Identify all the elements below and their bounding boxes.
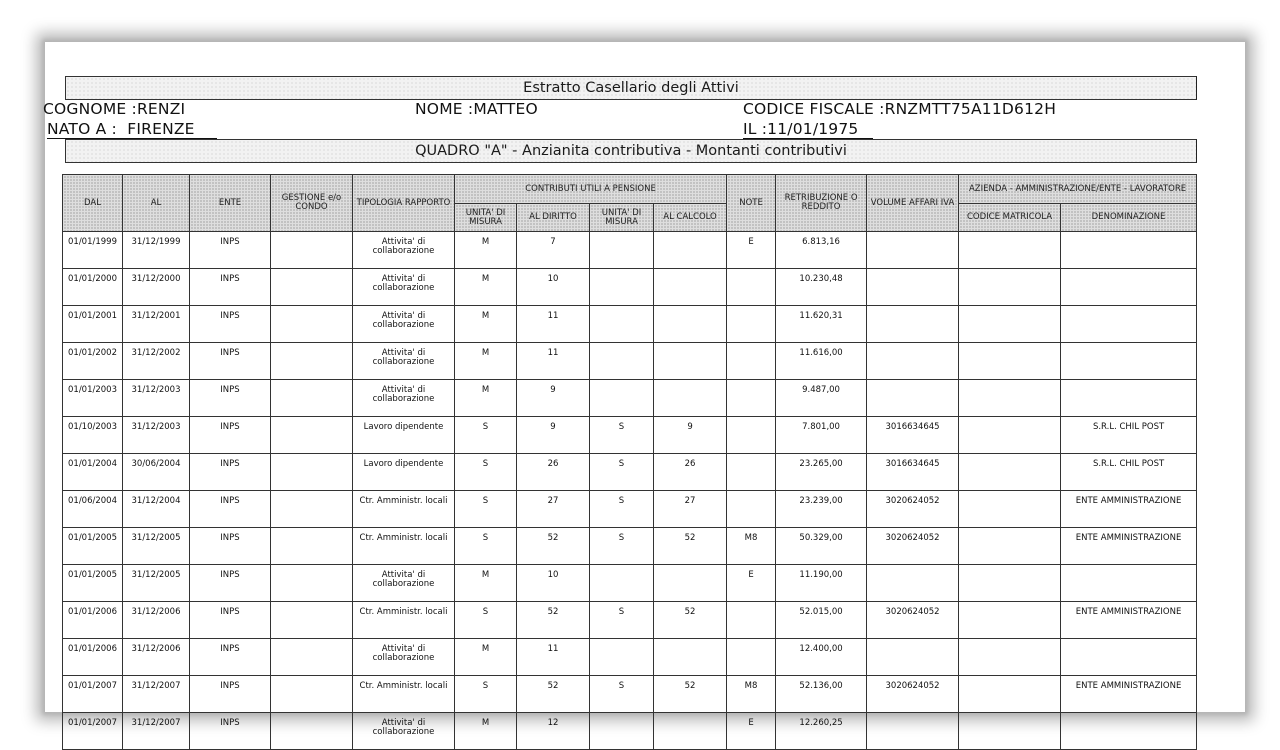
cell-gestione	[271, 639, 353, 676]
cell-unita-misura-2: S	[590, 454, 654, 491]
cell-volume: 3020624052	[867, 491, 959, 528]
cell-retribuzione: 11.620,31	[776, 306, 867, 343]
cell-unita-misura: M	[455, 269, 517, 306]
cell-unita-misura: S	[455, 491, 517, 528]
cell-al-diritto: 12	[517, 713, 590, 750]
cell-unita-misura: M	[455, 639, 517, 676]
cell-ente: INPS	[190, 380, 271, 417]
cell-tipologia: Attivita' di collaborazione	[353, 380, 455, 417]
cell-al-calcolo	[654, 232, 727, 269]
cell-al-calcolo	[654, 713, 727, 750]
cell-dal: 01/01/2005	[63, 565, 123, 602]
cell-note	[727, 343, 776, 380]
header-al: AL	[123, 175, 190, 232]
cell-ente: INPS	[190, 417, 271, 454]
cell-codice-matricola	[959, 232, 1061, 269]
cell-unita-misura: M	[455, 380, 517, 417]
cell-unita-misura-2	[590, 713, 654, 750]
cell-ente: INPS	[190, 454, 271, 491]
cell-dal: 01/01/1999	[63, 232, 123, 269]
cell-dal: 01/01/2004	[63, 454, 123, 491]
nato-a-label: NATO A :	[47, 120, 117, 138]
cell-volume	[867, 343, 959, 380]
codice-fiscale-value: RNZMTT75A11D612H	[884, 100, 1057, 118]
cell-al-diritto: 52	[517, 676, 590, 713]
cell-al-calcolo	[654, 639, 727, 676]
table-row	[63, 565, 1197, 602]
cell-gestione	[271, 232, 353, 269]
table-row	[63, 713, 1197, 750]
cell-volume	[867, 639, 959, 676]
cell-al-diritto: 27	[517, 491, 590, 528]
cell-gestione	[271, 491, 353, 528]
cell-note: M8	[727, 676, 776, 713]
cell-dal: 01/01/2007	[63, 713, 123, 750]
table-row	[63, 602, 1197, 639]
cell-al-calcolo	[654, 380, 727, 417]
header-contributi: CONTRIBUTI UTILI A PENSIONE	[455, 175, 727, 204]
cell-ente: INPS	[190, 269, 271, 306]
cell-note	[727, 491, 776, 528]
cell-ente: INPS	[190, 491, 271, 528]
cell-volume	[867, 306, 959, 343]
cell-al-diritto: 11	[517, 343, 590, 380]
cell-codice-matricola	[959, 269, 1061, 306]
cell-tipologia: Attivita' di collaborazione	[353, 306, 455, 343]
cell-dal: 01/01/2006	[63, 602, 123, 639]
cell-dal: 01/01/2000	[63, 269, 123, 306]
cell-unita-misura-2	[590, 343, 654, 380]
nome-field	[415, 100, 538, 118]
cell-volume: 3020624052	[867, 528, 959, 565]
cell-note	[727, 417, 776, 454]
cell-denominazione: S.R.L. CHIL POST	[1061, 417, 1197, 454]
cell-tipologia: Ctr. Amministr. locali	[353, 676, 455, 713]
cell-al-diritto: 10	[517, 565, 590, 602]
cell-dal: 01/01/2006	[63, 639, 123, 676]
cell-ente: INPS	[190, 343, 271, 380]
cell-gestione	[271, 565, 353, 602]
cell-al: 31/12/1999	[123, 232, 190, 269]
cell-unita-misura: S	[455, 676, 517, 713]
cell-retribuzione: 50.329,00	[776, 528, 867, 565]
cell-retribuzione: 6.813,16	[776, 232, 867, 269]
cell-al-diritto: 11	[517, 306, 590, 343]
cell-codice-matricola	[959, 380, 1061, 417]
cell-tipologia: Lavoro dipendente	[353, 454, 455, 491]
cell-al-diritto: 9	[517, 417, 590, 454]
cell-denominazione	[1061, 565, 1197, 602]
table-row	[63, 676, 1197, 713]
cell-gestione	[271, 676, 353, 713]
cell-gestione	[271, 417, 353, 454]
cell-unita-misura-2: S	[590, 417, 654, 454]
cell-tipologia: Attivita' di collaborazione	[353, 232, 455, 269]
header-tipologia: TIPOLOGIA RAPPORTO	[353, 175, 455, 232]
cell-al-calcolo	[654, 306, 727, 343]
cell-tipologia: Attivita' di collaborazione	[353, 343, 455, 380]
data-nascita-value: 11/01/1975	[767, 120, 859, 138]
cell-note	[727, 454, 776, 491]
cell-unita-misura-2	[590, 306, 654, 343]
nome-label: NOME :	[415, 100, 474, 118]
cell-al: 31/12/2005	[123, 528, 190, 565]
table-row	[63, 232, 1197, 269]
cell-unita-misura: M	[455, 306, 517, 343]
cell-dal: 01/01/2003	[63, 380, 123, 417]
cell-note: M8	[727, 528, 776, 565]
cell-denominazione	[1061, 713, 1197, 750]
cell-tipologia: Attivita' di collaborazione	[353, 639, 455, 676]
cell-al-diritto: 10	[517, 269, 590, 306]
cell-al-calcolo: 27	[654, 491, 727, 528]
cell-unita-misura: S	[455, 454, 517, 491]
cell-volume	[867, 232, 959, 269]
cell-unita-misura-2: S	[590, 602, 654, 639]
table-row	[63, 306, 1197, 343]
cell-gestione	[271, 713, 353, 750]
cell-al-calcolo: 26	[654, 454, 727, 491]
cell-unita-misura: M	[455, 343, 517, 380]
header-al-calcolo: AL CALCOLO	[654, 204, 727, 232]
table-row	[63, 343, 1197, 380]
cell-retribuzione: 12.260,25	[776, 713, 867, 750]
cell-denominazione: S.R.L. CHIL POST	[1061, 454, 1197, 491]
header-dal: DAL	[63, 175, 123, 232]
cell-unita-misura: S	[455, 417, 517, 454]
cell-unita-misura: M	[455, 565, 517, 602]
cell-al-calcolo: 52	[654, 676, 727, 713]
codice-fiscale-label: CODICE FISCALE :	[743, 100, 885, 118]
contributions-table	[62, 174, 1197, 750]
cell-gestione	[271, 528, 353, 565]
cell-denominazione	[1061, 343, 1197, 380]
cell-note	[727, 269, 776, 306]
cell-unita-misura-2: S	[590, 676, 654, 713]
cell-dal: 01/01/2001	[63, 306, 123, 343]
header-retribuzione: RETRIBUZIONE O REDDITO	[776, 175, 867, 232]
cell-retribuzione: 52.015,00	[776, 602, 867, 639]
cell-denominazione: ENTE AMMINISTRAZIONE	[1061, 528, 1197, 565]
cell-denominazione: ENTE AMMINISTRAZIONE	[1061, 676, 1197, 713]
cell-codice-matricola	[959, 602, 1061, 639]
cell-ente: INPS	[190, 306, 271, 343]
data-nascita-field	[743, 120, 873, 139]
data-nascita-label: IL :	[743, 120, 768, 138]
cell-al-calcolo	[654, 343, 727, 380]
cell-retribuzione: 23.265,00	[776, 454, 867, 491]
cell-unita-misura: M	[455, 232, 517, 269]
cell-al: 31/12/2006	[123, 602, 190, 639]
cell-al-diritto: 9	[517, 380, 590, 417]
table-row	[63, 639, 1197, 676]
cell-denominazione	[1061, 380, 1197, 417]
cell-denominazione	[1061, 269, 1197, 306]
cognome-label: COGNOME :	[43, 100, 137, 118]
cell-codice-matricola	[959, 306, 1061, 343]
cell-al: 31/12/2001	[123, 306, 190, 343]
cognome-field	[43, 100, 185, 118]
header-volume: VOLUME AFFARI IVA	[867, 175, 959, 232]
cell-unita-misura-2: S	[590, 528, 654, 565]
quadro-title: QUADRO "A" - Anzianita contributiva - Montanti contributivi	[65, 139, 1197, 163]
cell-dal: 01/01/2002	[63, 343, 123, 380]
cell-codice-matricola	[959, 343, 1061, 380]
cell-al-calcolo: 9	[654, 417, 727, 454]
cell-retribuzione: 23.239,00	[776, 491, 867, 528]
cognome-value: RENZI	[136, 100, 186, 118]
cell-note	[727, 639, 776, 676]
header-unita-misura-2: UNITA' DI MISURA	[590, 204, 654, 232]
cell-retribuzione: 10.230,48	[776, 269, 867, 306]
table-row	[63, 269, 1197, 306]
cell-codice-matricola	[959, 676, 1061, 713]
cell-al: 31/12/2002	[123, 343, 190, 380]
cell-unita-misura-2	[590, 269, 654, 306]
cell-al-diritto: 7	[517, 232, 590, 269]
cell-unita-misura: M	[455, 713, 517, 750]
cell-codice-matricola	[959, 417, 1061, 454]
table-row	[63, 417, 1197, 454]
cell-volume	[867, 269, 959, 306]
table-row	[63, 454, 1197, 491]
cell-unita-misura-2: S	[590, 491, 654, 528]
cell-unita-misura-2	[590, 565, 654, 602]
cell-tipologia: Ctr. Amministr. locali	[353, 491, 455, 528]
cell-al-diritto: 52	[517, 602, 590, 639]
cell-tipologia: Ctr. Amministr. locali	[353, 602, 455, 639]
cell-codice-matricola	[959, 491, 1061, 528]
cell-note	[727, 602, 776, 639]
cell-ente: INPS	[190, 713, 271, 750]
cell-al-diritto: 11	[517, 639, 590, 676]
cell-retribuzione: 52.136,00	[776, 676, 867, 713]
cell-retribuzione: 7.801,00	[776, 417, 867, 454]
cell-codice-matricola	[959, 565, 1061, 602]
cell-volume	[867, 713, 959, 750]
cell-volume	[867, 380, 959, 417]
cell-al: 31/12/2004	[123, 491, 190, 528]
header-denominazione: DENOMINAZIONE	[1061, 204, 1197, 232]
cell-note: E	[727, 713, 776, 750]
cell-al-diritto: 26	[517, 454, 590, 491]
cell-al-calcolo: 52	[654, 602, 727, 639]
cell-denominazione: ENTE AMMINISTRAZIONE	[1061, 491, 1197, 528]
cell-al: 31/12/2007	[123, 713, 190, 750]
cell-gestione	[271, 306, 353, 343]
cell-volume	[867, 565, 959, 602]
cell-ente: INPS	[190, 565, 271, 602]
cell-note: E	[727, 565, 776, 602]
cell-volume: 3016634645	[867, 454, 959, 491]
nato-a-value: FIRENZE	[127, 120, 195, 138]
cell-retribuzione: 11.616,00	[776, 343, 867, 380]
cell-al-calcolo	[654, 269, 727, 306]
cell-al-calcolo: 52	[654, 528, 727, 565]
cell-codice-matricola	[959, 639, 1061, 676]
cell-codice-matricola	[959, 454, 1061, 491]
cell-unita-misura-2	[590, 232, 654, 269]
cell-retribuzione: 12.400,00	[776, 639, 867, 676]
cell-ente: INPS	[190, 602, 271, 639]
header-note: NOTE	[727, 175, 776, 232]
cell-dal: 01/01/2007	[63, 676, 123, 713]
cell-volume: 3020624052	[867, 602, 959, 639]
cell-al: 30/06/2004	[123, 454, 190, 491]
table-header-row	[63, 175, 1197, 204]
nome-value: MATTEO	[473, 100, 538, 118]
cell-note	[727, 306, 776, 343]
cell-gestione	[271, 454, 353, 491]
cell-dal: 01/01/2005	[63, 528, 123, 565]
cell-denominazione	[1061, 232, 1197, 269]
cell-tipologia: Lavoro dipendente	[353, 417, 455, 454]
header-codice-matricola: CODICE MATRICOLA	[959, 204, 1061, 232]
cell-denominazione: ENTE AMMINISTRAZIONE	[1061, 602, 1197, 639]
cell-tipologia: Attivita' di collaborazione	[353, 269, 455, 306]
cell-ente: INPS	[190, 676, 271, 713]
cell-codice-matricola	[959, 713, 1061, 750]
cell-unita-misura-2	[590, 639, 654, 676]
nato-a-field	[47, 120, 217, 139]
cell-gestione	[271, 343, 353, 380]
table-row	[63, 528, 1197, 565]
cell-ente: INPS	[190, 639, 271, 676]
cell-al: 31/12/2000	[123, 269, 190, 306]
cell-unita-misura: S	[455, 528, 517, 565]
cell-al-diritto: 52	[517, 528, 590, 565]
header-al-diritto: AL DIRITTO	[517, 204, 590, 232]
cell-retribuzione: 9.487,00	[776, 380, 867, 417]
cell-note	[727, 380, 776, 417]
cell-al: 31/12/2003	[123, 380, 190, 417]
cell-tipologia: Attivita' di collaborazione	[353, 565, 455, 602]
table-body	[63, 232, 1197, 750]
cell-dal: 01/10/2003	[63, 417, 123, 454]
cell-volume: 3016634645	[867, 417, 959, 454]
document-title: Estratto Casellario degli Attivi	[65, 76, 1197, 100]
header-ente: ENTE	[190, 175, 271, 232]
cell-gestione	[271, 602, 353, 639]
cell-unita-misura: S	[455, 602, 517, 639]
cell-gestione	[271, 380, 353, 417]
header-unita-misura: UNITA' DI MISURA	[455, 204, 517, 232]
header-azienda: AZIENDA - AMMINISTRAZIONE/ENTE - LAVORATORE	[959, 175, 1197, 204]
cell-gestione	[271, 269, 353, 306]
cell-al-calcolo	[654, 565, 727, 602]
cell-volume: 3020624052	[867, 676, 959, 713]
cell-al: 31/12/2003	[123, 417, 190, 454]
cell-codice-matricola	[959, 528, 1061, 565]
cell-al: 31/12/2007	[123, 676, 190, 713]
cell-ente: INPS	[190, 528, 271, 565]
codice-fiscale-field	[743, 100, 1056, 118]
cell-tipologia: Ctr. Amministr. locali	[353, 528, 455, 565]
cell-al: 31/12/2005	[123, 565, 190, 602]
table-row	[63, 491, 1197, 528]
cell-dal: 01/06/2004	[63, 491, 123, 528]
cell-tipologia: Attivita' di collaborazione	[353, 713, 455, 750]
cell-ente: INPS	[190, 232, 271, 269]
cell-retribuzione: 11.190,00	[776, 565, 867, 602]
cell-denominazione	[1061, 306, 1197, 343]
cell-al: 31/12/2006	[123, 639, 190, 676]
cell-note: E	[727, 232, 776, 269]
document-page	[43, 42, 1245, 737]
cell-denominazione	[1061, 639, 1197, 676]
cell-unita-misura-2	[590, 380, 654, 417]
header-gestione: GESTIONE e/o CONDO	[271, 175, 353, 232]
table-row	[63, 380, 1197, 417]
